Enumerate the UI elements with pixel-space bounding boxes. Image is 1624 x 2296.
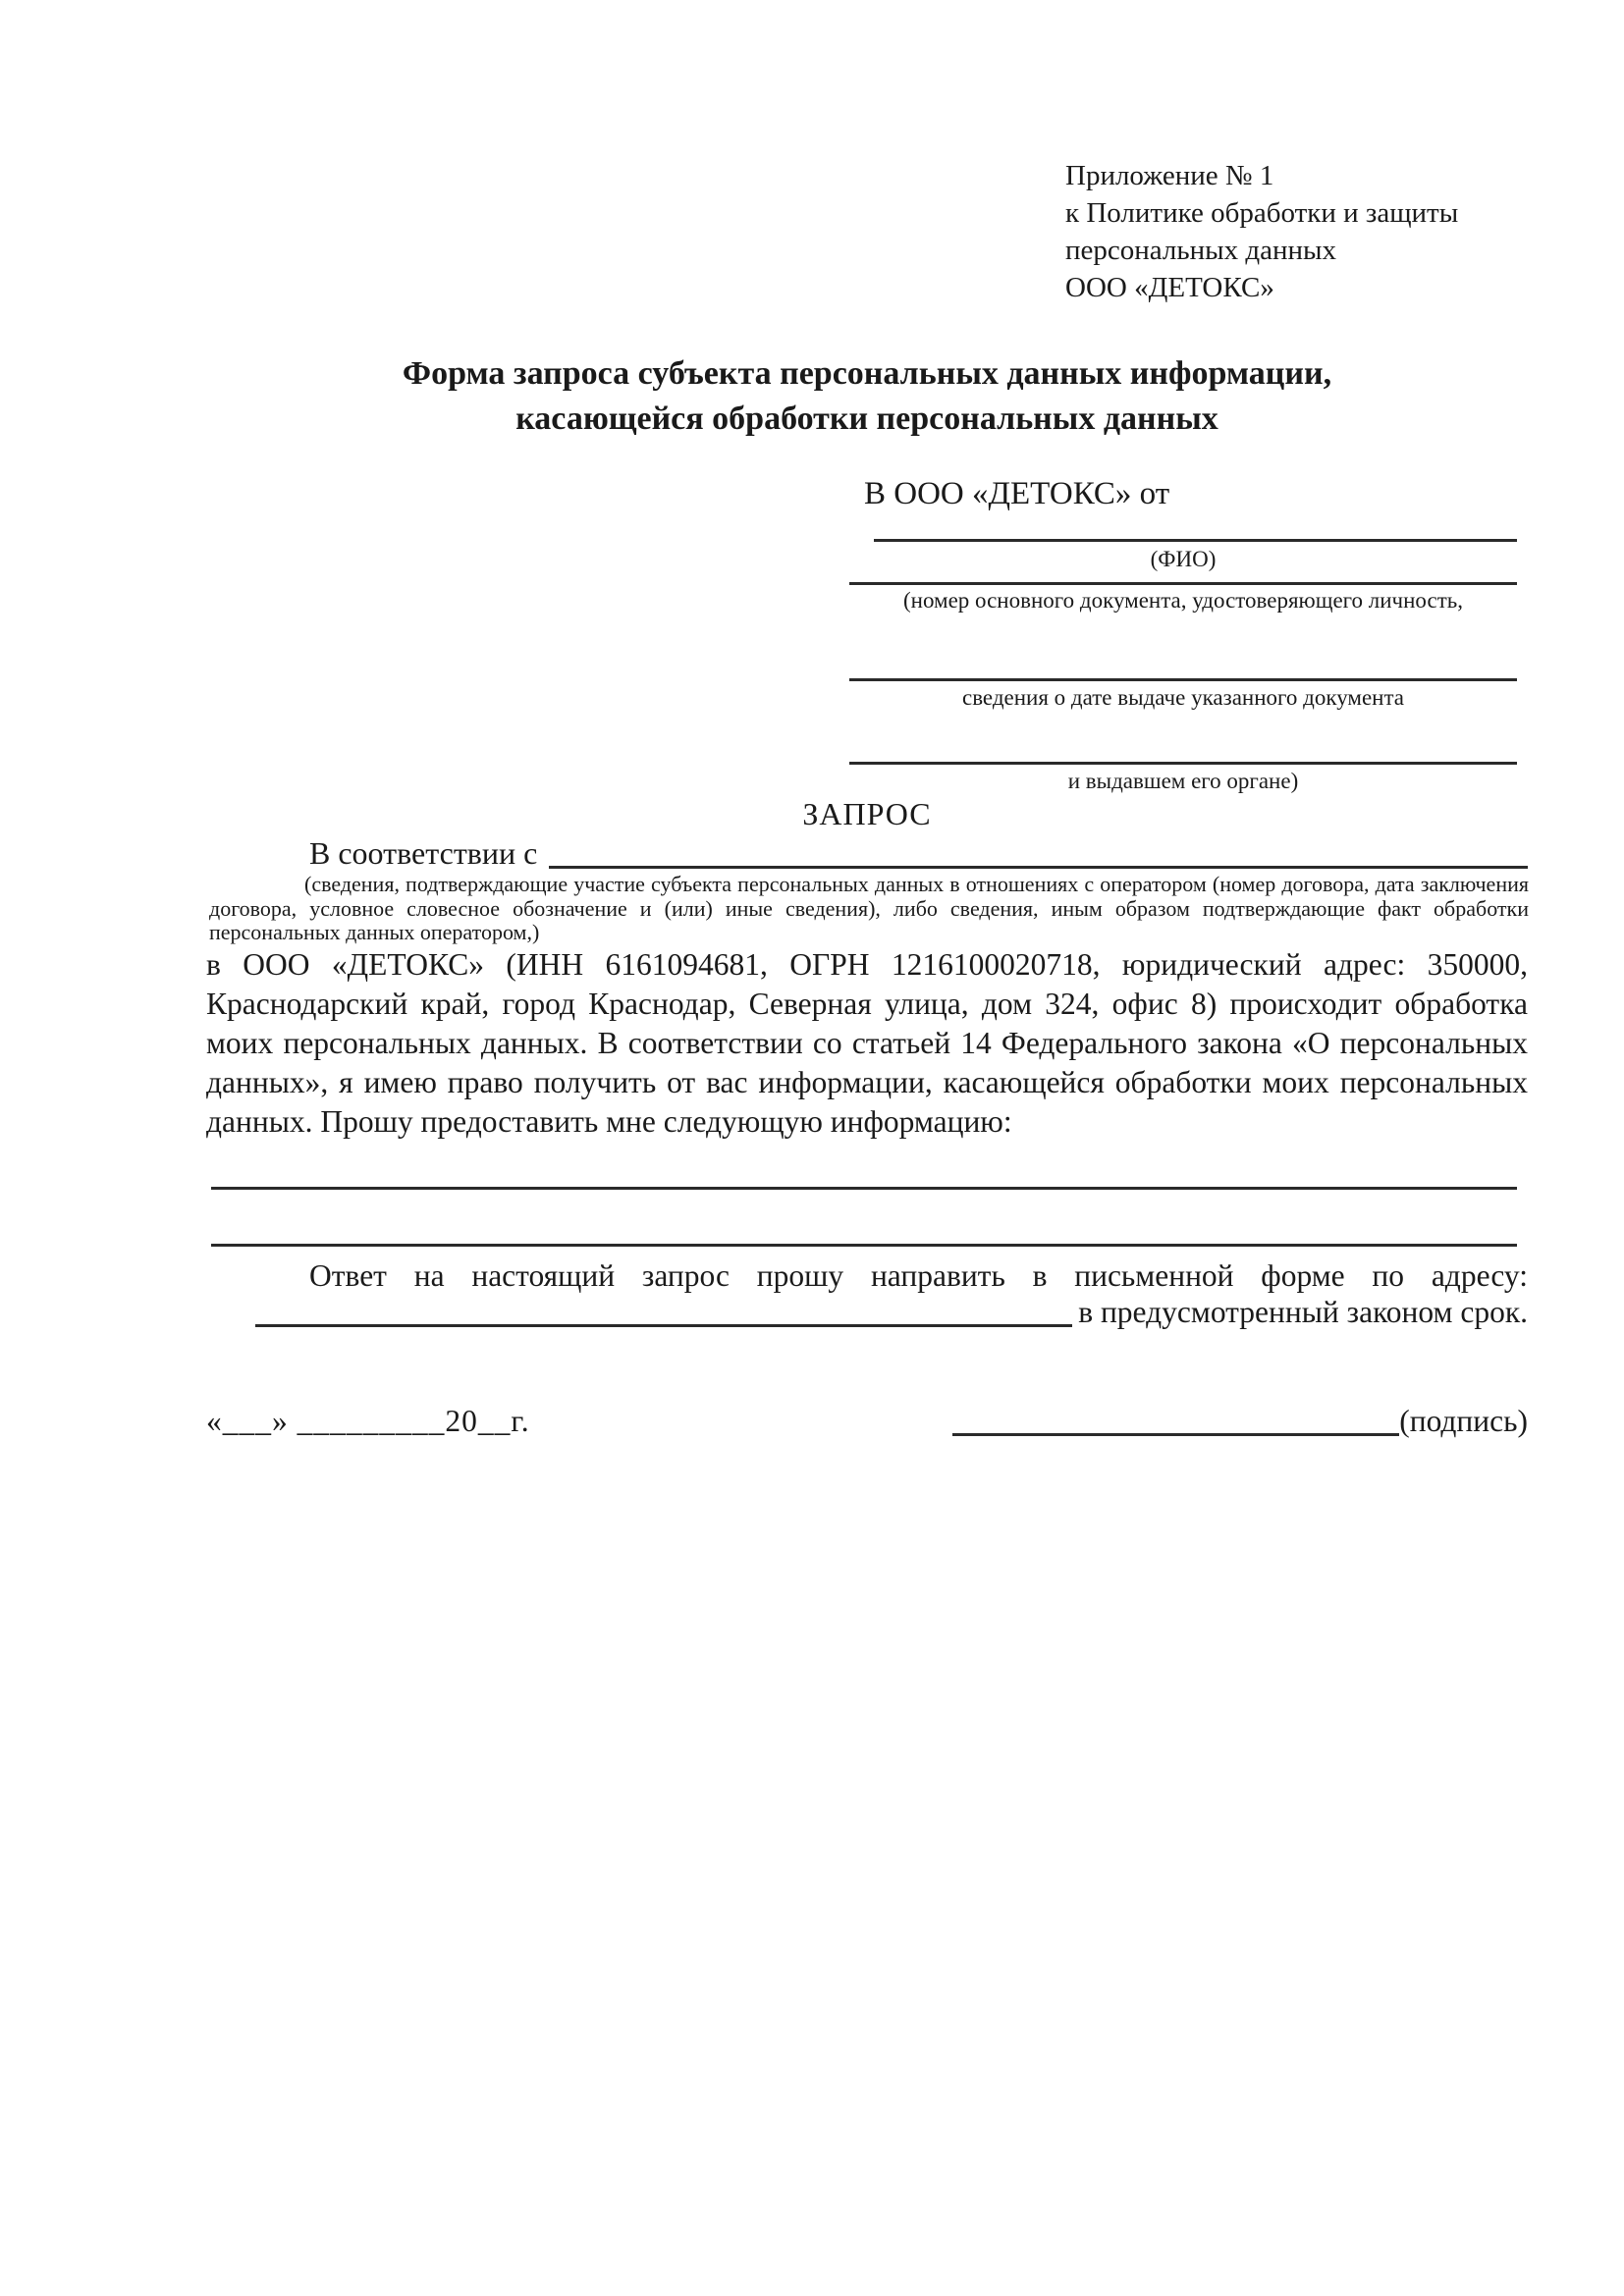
document-title [206,351,1528,442]
issuing-authority-caption: и выдавшем его органе) [1067,769,1299,793]
issuing-authority-fill-line [849,762,1517,765]
appendix-header [1065,157,1458,306]
response-address-row [206,1294,1528,1331]
appendix-header-line: персональных данных [1065,235,1337,266]
address-fill-line [255,1294,1072,1327]
signature-fill-line [952,1402,1399,1436]
issue-date-fill-line [849,678,1517,681]
request-heading: ЗАПРОС [802,796,932,831]
signature-group [952,1402,1528,1441]
fio-caption: (ФИО) [1150,547,1217,571]
intro-fill-line [549,834,1528,869]
appendix-header-line: ООО «ДЕТОКС» [1065,272,1274,303]
document-title-line1: Форма запроса субъекта персональных данных информации, [402,355,1332,392]
body-paragraph: в ООО «ДЕТОКС» (ИНН 6161094681, ОГРН 1216100020718, юридический адрес: 350000, Краснодарский край, город Краснодар, Северная улица, дом 324, офис 8) происходит обработка моих персональных данных. В соответствии со статьей 14 Федерального закона «О персональных данных», я имею право получить от вас информации, касающейся обработки моих персональных данных. Прошу предоставить мне следующую информацию: [206,947,1528,1139]
document-number-fill-line [849,582,1517,585]
response-request-line: Ответ на настоящий запрос прошу направить в письменной форме по адресу: [309,1258,1528,1293]
intro-label: В соответствии с [309,835,538,871]
addressee-to-line: В ООО «ДЕТОКС» от [864,476,1170,511]
response-tail-text: в предусмотренный законом срок. [1078,1295,1528,1329]
information-fill-line-1 [211,1187,1517,1190]
footer-row [206,1402,1528,1441]
appendix-header-line: к Политике обработки и защиты [1065,197,1459,229]
document-number-caption: (номер основного документа, удостоверяющего личность, [902,588,1463,613]
signature-caption: (подпись) [1399,1404,1528,1438]
intro-row [206,834,1528,872]
document-title-line2: касающейся обработки персональных данных [515,400,1218,437]
footnote-text: (сведения, подтверждающие участие субъекта персональных данных в отношениях с оператором (номер договора, дата заключения договора, условное словесное обозначение и (или) иные сведения), либо сведения, иным образом подтверждающие факт обработки персональных данных оператором,) [209,872,1529,944]
information-fill-line-2 [211,1244,1517,1247]
issue-date-caption: сведения о дате выдаче указанного документа [961,685,1405,710]
addressee-block [849,476,1517,810]
appendix-header-line: Приложение № 1 [1065,160,1274,191]
fio-fill-line [874,539,1517,542]
date-template: «___» _________20__г. [206,1404,530,1438]
